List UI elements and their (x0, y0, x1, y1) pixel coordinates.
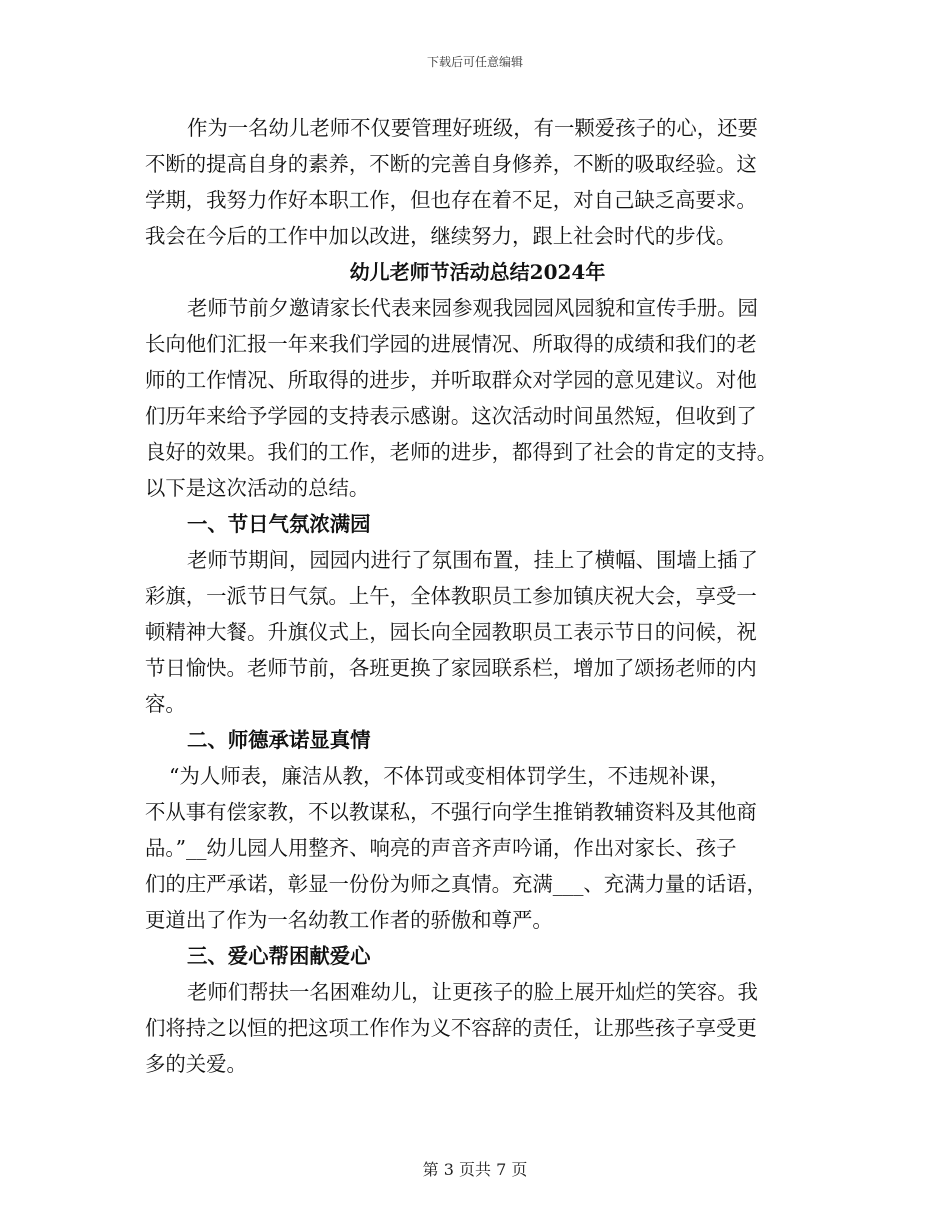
paragraph-line: 们将持之以恒的把这项工作作为义不容辞的责任，让那些孩子享受更 (145, 1016, 757, 1040)
paragraph-line: 更道出了作为一名幼教工作者的骄傲和尊严。 (145, 908, 553, 932)
paragraph-line: 长向他们汇报一年来我们学园的进展情况、所取得的成绩和我们的老 (145, 332, 757, 356)
page-header: 下载后可任意编辑 (426, 55, 523, 69)
paragraph-line: 顿精神大餐。升旗仪式上，园长向全园教职员工表示节日的问候，祝 (145, 620, 757, 644)
section-heading-3: 三、爱心帮困献爱心 (187, 944, 371, 968)
paragraph-line: 师的工作情况、所取得的进步，并听取群众对学园的意见建议。对他 (145, 368, 757, 392)
document-body (145, 110, 810, 1082)
section-heading-1: 一、节日气氛浓满园 (187, 512, 371, 536)
paragraph-line: 老师们帮扶一名困难幼儿，让更孩子的脸上展开灿烂的笑容。我 (187, 980, 758, 1004)
page-footer: 第 3 页共 7 页 (422, 1160, 528, 1179)
paragraph-line: 作为一名幼儿老师不仅要管理好班级，有一颗爱孩子的心，还要 (187, 116, 758, 140)
paragraph-line: 不从事有偿家教，不以教谋私，不强行向学生推销教辅资料及其他商 (145, 800, 757, 824)
paragraph-line: 以下是这次活动的总结。 (145, 476, 370, 500)
paragraph-line: 们的庄严承诺，彰显一份份为师之真情。充满___、充满力量的话语， (145, 872, 767, 896)
paragraph-line: 不断的提高自身的素养，不断的完善自身修养，不断的吸取经验。这 (145, 152, 757, 176)
paragraph-line: 彩旗，一派节日气氛。上午，全体教职员工参加镇庆祝大会，享受一 (145, 584, 757, 608)
paragraph-line: 容。 (145, 692, 186, 716)
paragraph-line: 品。”__幼儿园人用整齐、响亮的声音齐声吟诵，作出对家长、孩子 (145, 836, 737, 860)
paragraph-line: 多的关爱。 (145, 1052, 247, 1076)
paragraph-line: 们历年来给予学园的支持表示感谢。这次活动时间虽然短，但收到了 (145, 404, 757, 428)
paragraph-line: “为人师表，廉洁从教，不体罚或变相体罚学生，不违规补课， (169, 764, 730, 788)
paragraph-line: 我会在今后的工作中加以改进，继续努力，跟上社会时代的步伐。 (145, 224, 737, 248)
paragraph-line: 老师节前夕邀请家长代表来园参观我园园风园貌和宣传手册。园 (187, 296, 758, 320)
document-title: 幼儿老师节活动总结2024年 (349, 260, 606, 284)
paragraph-line: 节日愉快。老师节前，各班更换了家园联系栏，增加了颂扬老师的内 (145, 656, 757, 680)
paragraph-line: 良好的效果。我们的工作，老师的进步，都得到了社会的肯定的支持。 (145, 440, 778, 464)
section-heading-2: 二、师德承诺显真情 (187, 728, 371, 752)
paragraph-line: 老师节期间，园园内进行了氛围布置，挂上了横幅、围墙上插了 (187, 548, 758, 572)
paragraph-line: 学期，我努力作好本职工作，但也存在着不足，对自己缺乏高要求。 (145, 188, 757, 212)
